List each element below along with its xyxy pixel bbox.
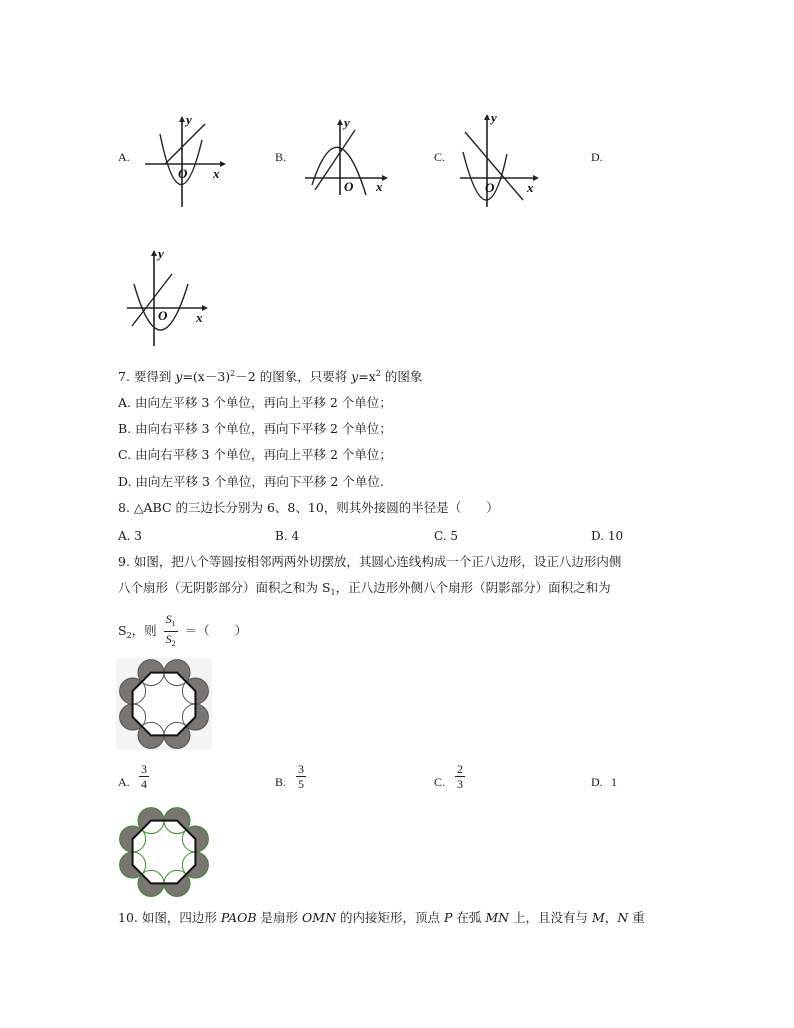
q6-option-c-label: C. [434, 150, 446, 164]
q10-stem: 10. 如图，四边形 PAOB 是扇形 OMN 的内接矩形，顶点 P 在弧 MN 上，且没有与 M，N 重 [118, 910, 645, 925]
svg-text:O: O [344, 179, 354, 194]
q9-option-b-label: B. [275, 775, 287, 789]
svg-text:x: x [196, 310, 203, 325]
svg-text:y: y [186, 112, 192, 127]
q6-graph-d [122, 246, 217, 356]
svg-text:x: x [527, 180, 534, 195]
q6-option-b-label: B. [275, 150, 287, 164]
svg-text:y: y [158, 246, 164, 261]
q8-option-a: A. 3 [118, 529, 142, 543]
q9-option-a-label: A. [118, 775, 130, 789]
q6-graph-a [140, 112, 230, 212]
svg-text:O: O [485, 180, 495, 195]
svg-text:O: O [178, 166, 188, 181]
q7-option-d: D. 由向左平移 3 个单位，再向下平移 2 个单位. [118, 474, 384, 489]
q9-figure-shaded [116, 658, 212, 750]
svg-text:x: x [213, 166, 220, 181]
q9-option-c-fraction: $\frac{2}{3}$ [457, 762, 463, 791]
q9-stem-line1: 9. 如图，把八个等圆按相邻两两外切摆放，其圆心连线构成一个正八边形，设正八边形内侧 [118, 554, 622, 569]
q9-figure-green [116, 806, 212, 898]
q7-option-c: C. 由向右平移 3 个单位，再向上平移 2 个单位； [118, 447, 392, 462]
q9-option-a-fraction: $\frac{3}{4}$ [141, 762, 147, 791]
q9-stem-line2: 八个扇形（无阴影部分）面积之和为 $S_1$，正八边形外侧八个扇形（阴影部分）面积之和为 [118, 580, 611, 597]
q6-option-d-label: D. [591, 150, 603, 164]
q9-option-c-label: C. [434, 775, 446, 789]
q8-stem: 8. △ABC 的三边长分别为 6、8、10，则其外接圆的半径是（ ） [118, 500, 499, 515]
svg-text:y: y [491, 110, 497, 125]
q8-option-b: B. 4 [275, 529, 300, 543]
q8-option-c: C. 5 [434, 529, 459, 543]
svg-text:x: x [376, 179, 383, 194]
q6-graph-c [455, 112, 550, 212]
q7-stem: 7. 要得到 $y=(x-3)^2-2$ 的图象，只要将 $y=x^2$ 的图象 [118, 369, 423, 384]
svg-text:O: O [158, 308, 168, 323]
svg-text:y: y [344, 115, 350, 130]
q7-option-b: B. 由向右平移 3 个单位，再向下平移 2 个单位； [118, 421, 392, 436]
q6-option-a-label: A. [118, 150, 130, 164]
q9-ratio-fraction: $\frac{S_1}{S_2}$ [165, 612, 176, 648]
q7-option-a: A. 由向左平移 3 个单位，再向上平移 2 个单位； [118, 395, 392, 410]
q9-stem-line3: $S_2$，则 $\frac{S_1}{S_2}$ ＝（ ） [118, 612, 247, 651]
q8-option-d: D. 10 [591, 529, 624, 543]
q9-option-d-label: D. [591, 775, 603, 789]
q9-option-d-value: 1 [611, 775, 617, 789]
q6-graph-b [300, 115, 395, 205]
q9-option-b-fraction: $\frac{3}{5}$ [298, 762, 304, 791]
